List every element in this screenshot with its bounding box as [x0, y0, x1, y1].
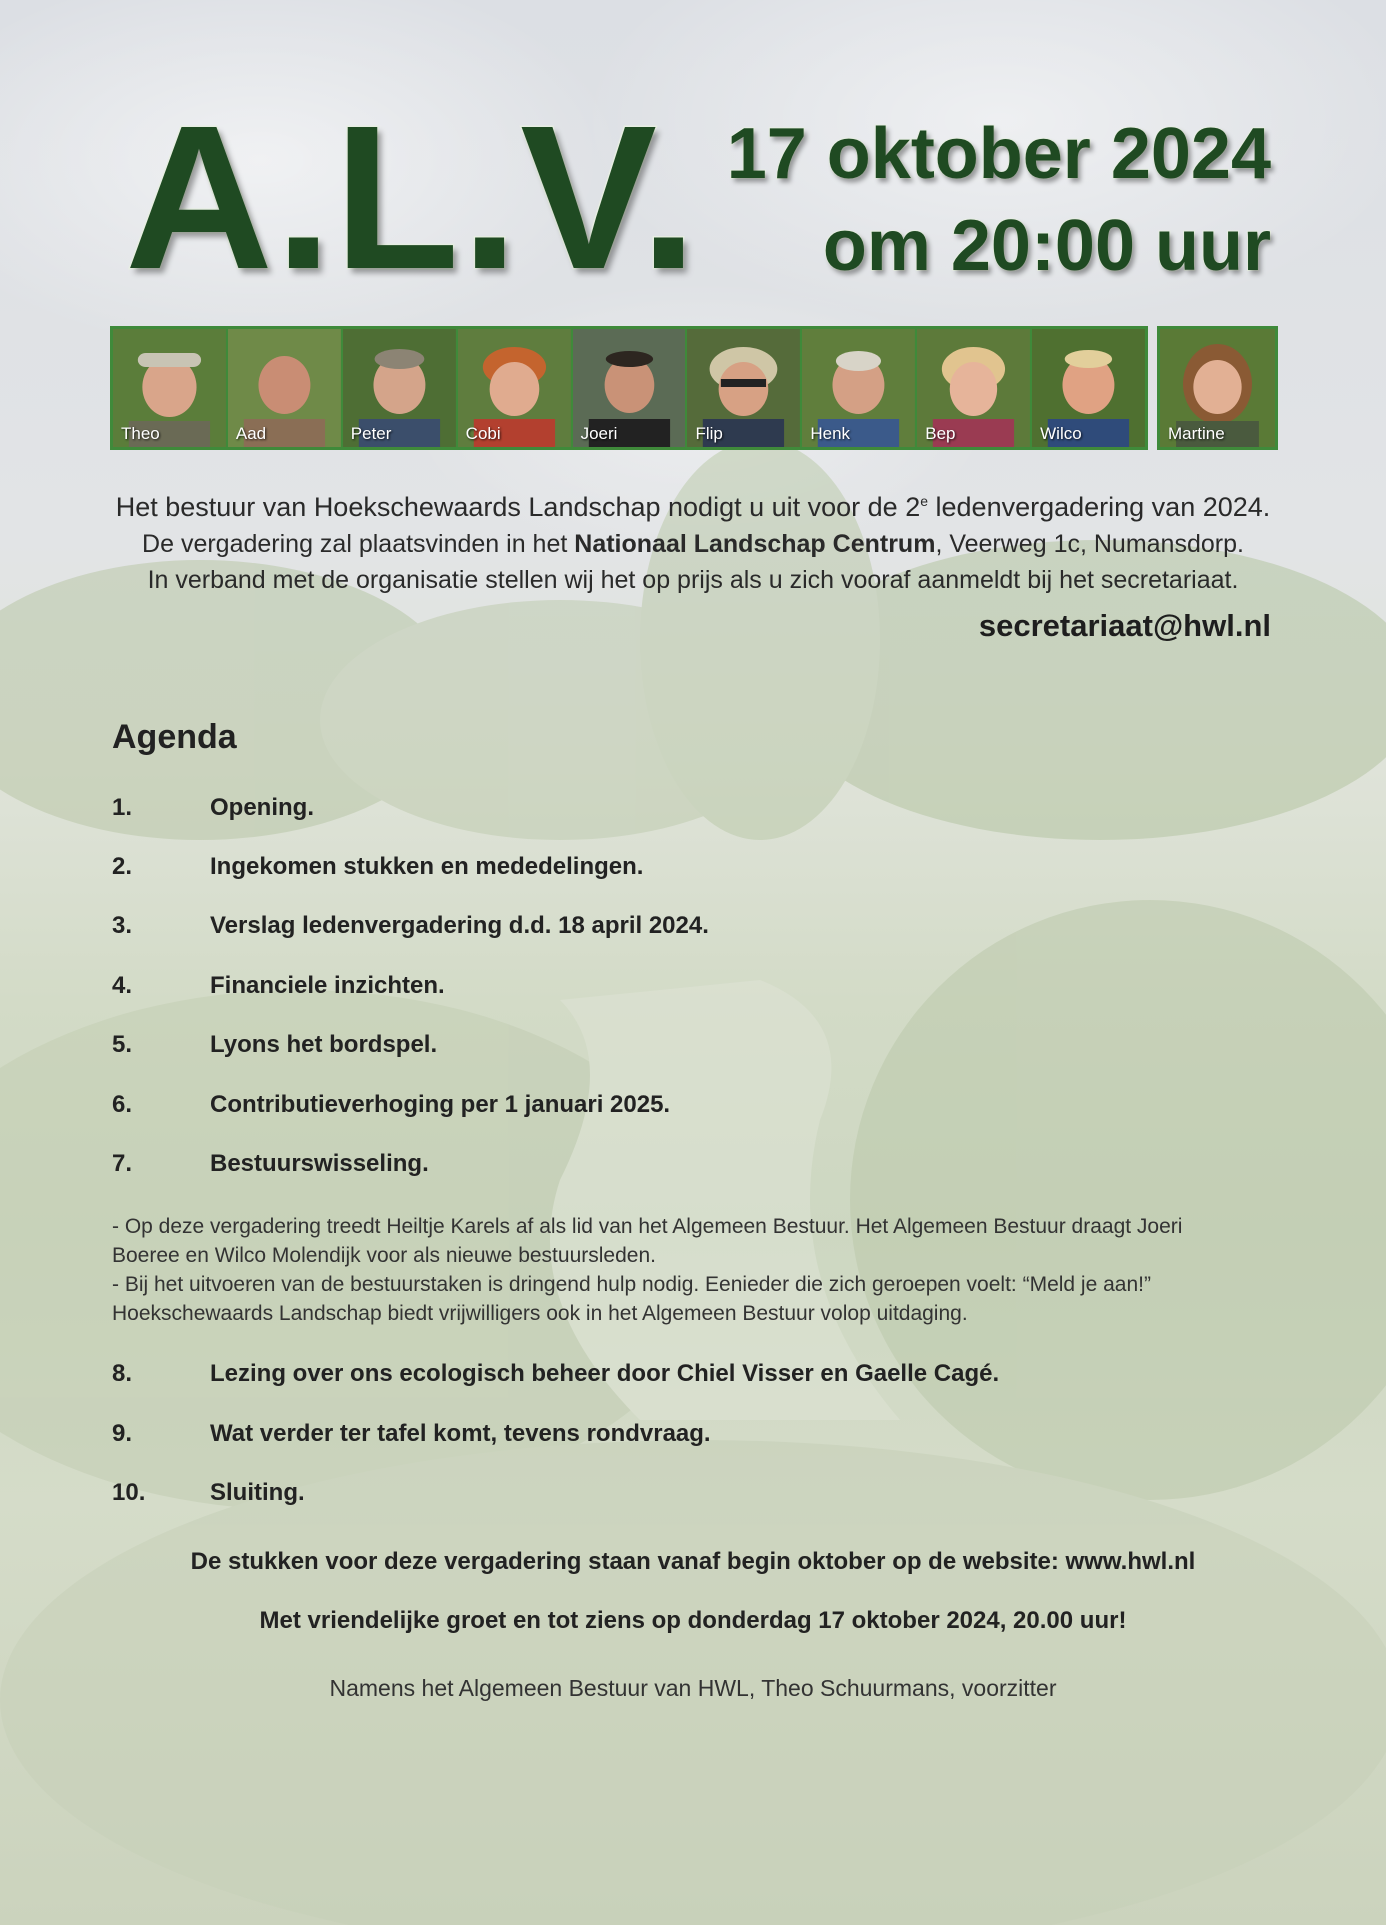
board-member-name: Joeri [580, 424, 618, 443]
board-member-photo [113, 329, 228, 447]
event-date: 17 oktober 2024 [726, 114, 1271, 194]
board-member-name: Bep [925, 424, 956, 443]
intro-line-1: Het bestuur van Hoekschewaards Landschap nodigt u uit voor de 2e ledenvergadering van 2024. [115, 492, 1271, 522]
event-time: om 20:00 uur [822, 206, 1271, 286]
board-member-photo [1160, 329, 1275, 447]
note-paragraph: - Bij het uitvoeren van de bestuurstaken is dringend hulp nodig. Eenieder die zich geroepen voelt: “Meld je aan!” Hoekschewaards Landschap biedt vrijwilligers ook in het Algemeen Bestuur volop uitdaging. [112, 1273, 1151, 1325]
board-member-name: Wilco [1040, 424, 1082, 443]
intro-line-3: In verband met de organisatie stellen wij het op prijs als u zich vooraf aanmeldt bij het secretariaat. [147, 566, 1239, 594]
board-member-photo [228, 329, 343, 447]
secretariat-email[interactable]: secretariaat@hwl.nl [978, 608, 1271, 643]
agenda-note [112, 1212, 1232, 1328]
board-member-photo [573, 329, 688, 447]
board-member-photo [458, 329, 573, 447]
intro-line-2: De vergadering zal plaatsvinden in het Nationaal Landschap Centrum, Veerweg 1c, Numansdorp. [142, 530, 1244, 558]
page-title: A.L.V. [125, 83, 700, 312]
signature: Namens het Algemeen Bestuur van HWL, Theo Schuurmans, voorzitter [329, 1675, 1057, 1701]
board-member-name: Martine [1168, 424, 1225, 443]
agenda-heading: Agenda [112, 718, 237, 756]
board-member-photo [802, 329, 917, 447]
board-member-name: Henk [810, 424, 851, 443]
greeting: Met vriendelijke groet en tot ziens op donderdag 17 oktober 2024, 20.00 uur! [259, 1607, 1127, 1634]
board-photo-strip [110, 326, 1148, 450]
board-member-photo [687, 329, 802, 447]
board-member-name: Cobi [465, 424, 501, 443]
board-member-photo-frame [1157, 326, 1278, 450]
board-member-photo [343, 329, 458, 447]
board-member-name: Flip [695, 424, 723, 443]
board-member-photo [1032, 329, 1145, 447]
note-paragraph: - Op deze vergadering treedt Heiltje Karels af als lid van het Algemeen Bestuur. Het Algemeen Bestuur draagt Joeri Boeree en Wilco Molendijk voor als nieuwe bestuursleden. [112, 1215, 1183, 1267]
board-member-name: Theo [121, 424, 160, 443]
board-member-name: Peter [350, 424, 392, 443]
board-member-name: Aad [235, 424, 267, 443]
board-member-photo [917, 329, 1032, 447]
website-notice: De stukken voor deze vergadering staan vanaf begin oktober op de website: www.hwl.nl [190, 1548, 1196, 1575]
